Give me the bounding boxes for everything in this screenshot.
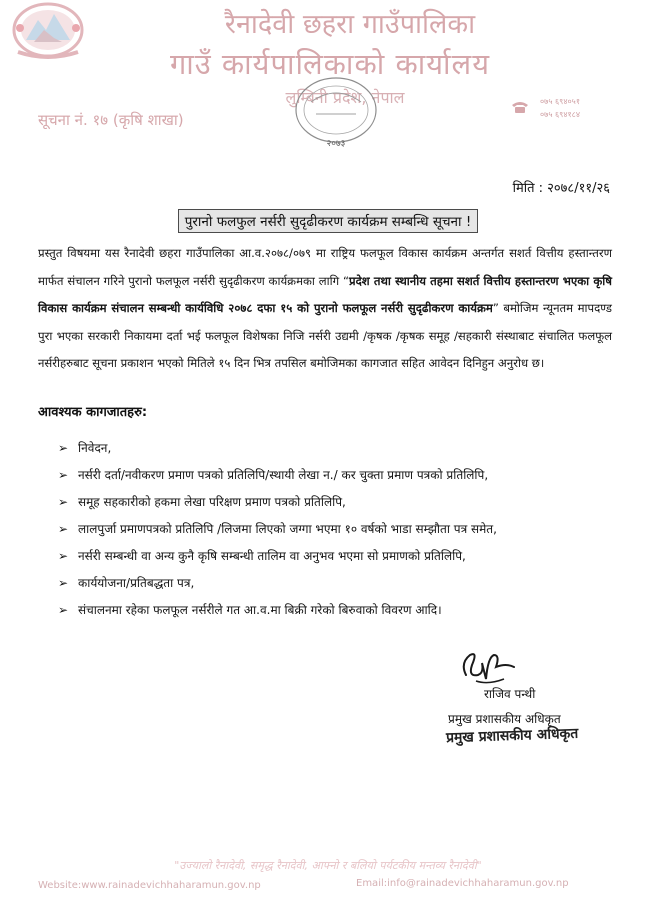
arrow-bullet-icon: ➢ xyxy=(58,575,69,590)
notice-title-wrapper xyxy=(0,209,656,233)
footer-slogan: "उज्यालो रैनादेवी, समृद्ध रैनादेवी, आफ्नो र बलियो पर्यटकीय मन्तव्य रैनादेवी" xyxy=(174,859,482,872)
body-text-part2: ” बमोजिम न्यूनतम मापदण्ड पुरा भएका सरकारी निकायमा दर्ता भई फलफूल विशेषका निजि नर्सरी उद्यमी /कृषक /कृषक समूह /सहकारी संस्थाबाट संचालित फलफूल नर्सरीहरुबाट सूचना प्रकाशन भएको मितिले १५ दिन भित्र तपसिल बमोजिमका कागजात सहित आवेदन दिनिहुन अनुरोध छ। xyxy=(38,301,612,370)
nepal-emblem-icon xyxy=(8,0,88,62)
phone-numbers xyxy=(540,95,580,121)
list-item-text: संचालनमा रहेका फलफूल नर्सरीले गत आ.व.मा बिक्री गरेको बिरुवाको विवरण आदि। xyxy=(78,603,442,617)
requirements-heading: आवश्यक कागजातहरु: xyxy=(38,405,148,420)
handwritten-signature xyxy=(448,645,528,687)
body-text-part1: प्रस्तुत विषयमा यस रैनादेवी छहरा गाउँपालिका आ.व.२०७८/०७९ मा राष्ट्रिय फलफूल विकास कार्यक्रम अन्तर्गत सशर्त वित्तीय हस्तान्तरण मार्फत संचालन गरिने पुरानो फलफूल नर्सरी सुदृढीकरण कार्यक्रमका लागि “ xyxy=(38,246,612,288)
arrow-bullet-icon: ➢ xyxy=(58,548,69,563)
arrow-bullet-icon: ➢ xyxy=(58,440,69,455)
list-item xyxy=(58,515,618,542)
arrow-bullet-icon: ➢ xyxy=(58,521,69,536)
office-seal xyxy=(286,72,386,154)
signatory-title: प्रमुख प्रशासकीय अधिकृत xyxy=(448,712,561,726)
office-location: लुम्बिनी प्रदेश, नेपाल xyxy=(285,88,405,107)
signatory-name: राजिव पन्थी xyxy=(484,687,536,701)
municipality-name: रैनादेवी छहरा गाउँपालिका xyxy=(224,9,476,40)
arrow-bullet-icon: ➢ xyxy=(58,602,69,617)
list-item-text: लालपुर्जा प्रमाणपत्रको प्रतिलिपि /लिजमा लिएको जग्गा भएमा १० वर्षको भाडा सम्झौता पत्र समेत, xyxy=(78,522,497,536)
signatory-stamp: प्रमुख प्रशासकीय अधिकृत xyxy=(445,725,579,747)
phone-number-2: ०७५ ६९४१८४ xyxy=(540,110,580,119)
list-item-text: निवेदन, xyxy=(78,441,112,455)
list-item-text: समूह सहकारीको हकमा लेखा परिक्षण प्रमाण पत्रको प्रतिलिपि, xyxy=(78,495,346,509)
phone-icon xyxy=(510,100,530,114)
notice-body xyxy=(38,240,612,378)
office-name: गाउँ कार्यपालिकाको कार्यालय xyxy=(169,47,491,81)
notice-title: पुरानो फलफुल नर्सरी सुदृढीकरण कार्यक्रम सम्बन्धि सूचना ! xyxy=(178,209,479,233)
phone-number-1: ०७५ ६९४०५१ xyxy=(540,97,580,106)
requirements-list xyxy=(58,434,618,623)
list-item-text: नर्सरी दर्ता/नवीकरण प्रमाण पत्रको प्रतिलिपि/स्थायी लेखा न./ कर चुक्ता प्रमाण पत्रको प्रतिलिपि, xyxy=(78,468,489,482)
list-item xyxy=(58,488,618,515)
list-item xyxy=(58,542,618,569)
date-line: मिति : २०७८/११/२६ xyxy=(512,181,610,196)
footer-website: Website:www.rainadevichhaharamun.gov.np xyxy=(38,880,261,891)
list-item xyxy=(58,434,618,461)
notice-number: सूचना नं. १७ (कृषि शाखा) xyxy=(38,111,184,129)
footer-email: Email:info@rainadevichhaharamun.gov.np xyxy=(356,878,569,889)
body-text-bold: प्रदेश तथा स्थानीय तहमा सशर्त वित्तीय हस्तान्तरण भएका कृषि विकास कार्यक्रम संचालन सम्बन्धी कार्यविधि २०७८ दफा १५ को पुरानो फलफूल नर्सरी सुदृढीकरण कार्यक्रम xyxy=(38,273,612,315)
seal-year: २०७३ xyxy=(326,139,346,149)
list-item-text: नर्सरी सम्बन्धी वा अन्य कुनै कृषि सम्बन्धी तालिम वा अनुभव भएमा सो प्रमाणको प्रतिलिपि, xyxy=(78,549,466,563)
arrow-bullet-icon: ➢ xyxy=(58,467,69,482)
list-item-text: कार्ययोजना/प्रतिबद्धता पत्र, xyxy=(78,576,195,590)
list-item xyxy=(58,461,618,488)
arrow-bullet-icon: ➢ xyxy=(58,494,69,509)
list-item xyxy=(58,569,618,596)
list-item xyxy=(58,596,618,623)
